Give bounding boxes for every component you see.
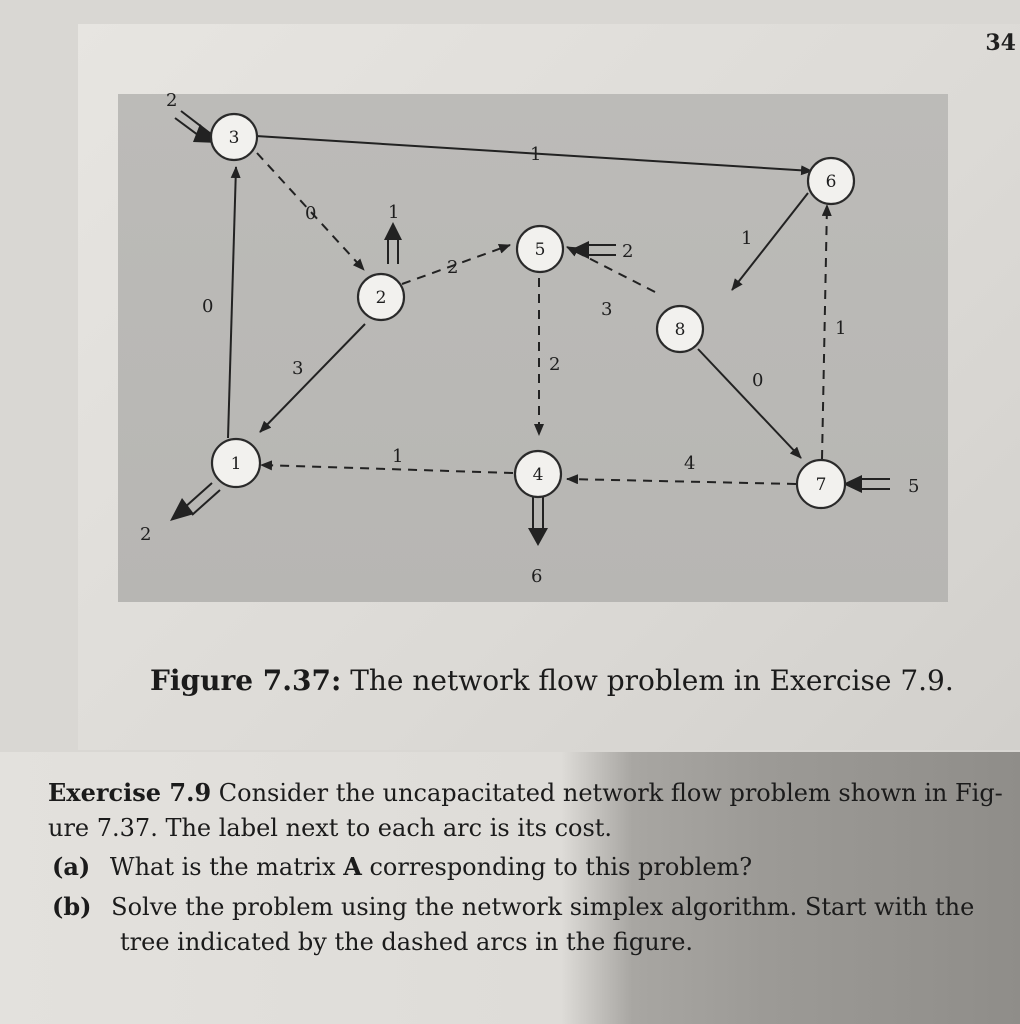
exercise-line-2: ure 7.37. The label next to each arc is its cost. [48,814,613,842]
svg-text:1: 1 [230,454,242,474]
page-number: 34 [985,30,1016,56]
arc-label-7-6: 1 [835,318,847,339]
part-b-label: (b) [52,892,92,921]
svg-text:2: 2 [375,288,387,308]
arc-1-3 [228,167,236,438]
node-3 [211,114,257,160]
exercise-part-b [52,892,974,921]
arc-label-3-6: 1 [530,144,542,165]
arc-8-7 [698,349,801,458]
exercise-label: Exercise 7.9 [48,778,212,807]
lower-page [0,752,1020,1024]
svg-text:8: 8 [674,320,686,340]
exercise-part-a [52,852,752,881]
arc-label-7-4: 4 [684,453,696,474]
arc-label-5-4: 2 [549,354,561,375]
svg-text:3: 3 [228,128,240,148]
supply-label-node1: 2 [140,524,152,545]
supply-arrow-node7 [843,475,890,493]
node-7 [797,460,845,508]
arc-2-1 [260,324,365,432]
supply-label-node3: 2 [166,90,178,111]
node-2 [358,274,404,320]
arc-label-3-2: 0 [305,203,317,224]
arc-label-8-7: 0 [752,370,764,391]
node-4 [515,451,561,497]
node-6 [808,158,854,204]
exercise-line-1 [48,778,1003,807]
node-1 [212,439,260,487]
part-a-label: (a) [52,852,91,881]
supply-arrow-node4 [528,497,548,546]
supply-arrow-node1 [170,483,220,521]
network-figure [118,90,948,602]
node-8 [657,306,703,352]
caption-text: The network flow problem in Exercise 7.9. [350,664,954,697]
part-a-text-post: corresponding to this problem? [361,853,753,881]
node-5 [517,226,563,272]
supply-label-node2: 1 [388,202,400,223]
supply-label-node5: 2 [622,241,634,262]
part-a-text-pre: What is the matrix [109,853,344,881]
figure-caption [150,664,954,697]
supply-arrow-node5 [570,241,616,259]
exercise-intro-1: Consider the uncapacitated network flow problem shown in Fig- [218,779,1003,807]
arc-7-6 [822,205,827,459]
supply-label-node4: 6 [531,566,543,587]
part-b-text-1: Solve the problem using the network simplex algorithm. Start with the [111,893,975,921]
exercise-part-b-line-2: tree indicated by the dashed arcs in the figure. [120,928,694,956]
svg-text:4: 4 [532,465,544,485]
arc-label-2-5: 2 [447,257,459,278]
svg-text:6: 6 [825,172,837,192]
supply-label-node7: 5 [908,476,920,497]
svg-text:5: 5 [534,240,546,260]
supply-arrow-node2 [384,222,402,264]
upper-page [78,24,1020,750]
network-diagram [118,90,948,602]
arc-label-4-1: 1 [392,446,404,467]
arc-label-8-5: 3 [601,299,613,320]
arc-4-1 [261,465,513,473]
arc-label-6-8: 1 [741,228,753,249]
caption-label: Figure 7.37: [150,664,342,697]
arc-7-4 [567,479,796,484]
arc-label-1-3: 0 [202,296,214,317]
svg-text:7: 7 [815,475,827,495]
part-a-matrix-symbol: A [343,852,362,881]
arc-label-2-1: 3 [292,358,304,379]
